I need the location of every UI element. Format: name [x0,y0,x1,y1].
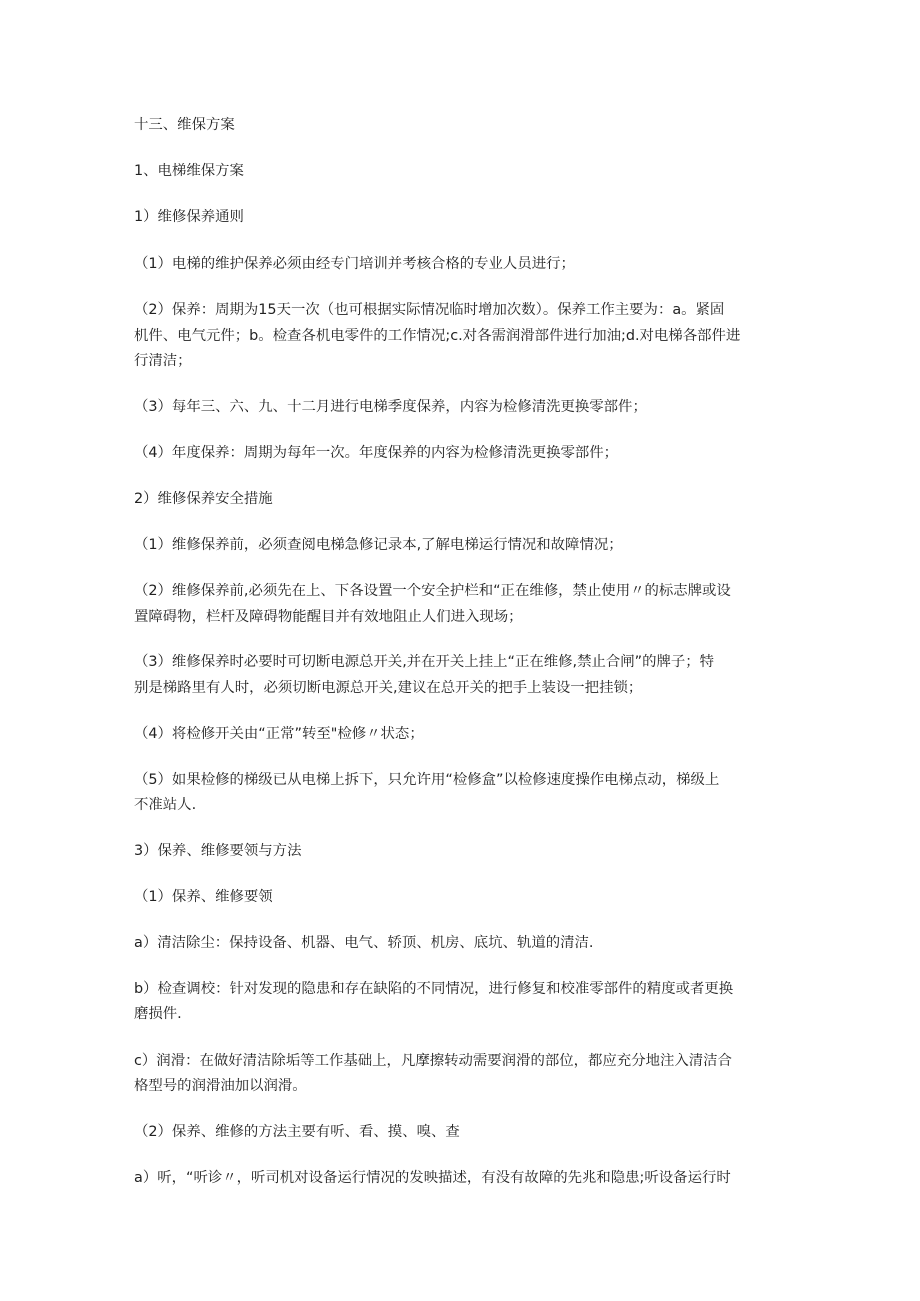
paragraph-line: 磨损件. [134,1006,182,1022]
section-heading: 十三、维保方案 [134,117,235,133]
paragraph-line: （2）保养：周期为15天一次（也可根据实际情况临时增加次数）。保养工作主要为：a。紧固 [134,302,725,318]
paragraph-line: 机件、电气元件；b。检查各机电零件的工作情况;c.对各需润滑部件进行加油;d.对电梯各部件进 [134,328,741,344]
paragraph-line: c）润滑：在做好清洁除垢等工作基础上，凡摩擦转动需要润滑的部位，都应充分地注入清洁合 [134,1053,732,1069]
subsubsection-heading: 1）维修保养通则 [134,209,244,225]
paragraph-line: （1）保养、维修要领 [134,889,273,905]
subsubsection-heading: 2）维修保养安全措施 [134,491,273,507]
paragraph-line: b）检查调校：针对发现的隐患和存在缺陷的不同情况，进行修复和校准零部件的精度或者更换 [134,981,734,997]
paragraph-line: a）听，“听诊〃，听司机对设备运行情况的发映描述，有没有故障的先兆和隐患;听设备运行时 [134,1170,731,1186]
paragraph-line: （5）如果检修的梯级已从电梯上拆下，只允许用“检修盒”以检修速度操作电梯点动，梯级上 [134,772,720,788]
paragraph-line: （1）维修保养前，必须查阅电梯急修记录本,了解电梯运行情况和故障情况； [134,537,623,553]
paragraph-line: 别是梯路里有人时，必须切断电源总开关,建议在总开关的把手上装设一把挂锁； [134,680,643,696]
paragraph-line: （4）年度保养：周期为每年一次。年度保养的内容为检修清洗更换零部件； [134,445,619,461]
paragraph-line: （3）每年三、六、九、十二月进行电梯季度保养，内容为检修清洗更换零部件； [134,399,647,415]
paragraph-line: 行清洁； [134,353,192,369]
subsubsection-heading: 3）保养、维修要领与方法 [134,843,302,859]
subsection-heading: 1、电梯维保方案 [134,163,244,179]
paragraph-line: 格型号的润滑油加以润滑。 [134,1078,307,1094]
paragraph-line: （2）保养、维修的方法主要有听、看、摸、嗅、查 [134,1124,460,1140]
paragraph-line: 置障碍物，栏杆及障碍物能醒目并有效地阻止人们进入现场； [134,609,523,625]
paragraph-line: 不准站人. [134,797,197,813]
paragraph-line: （3）维修保养时必要时可切断电源总开关,并在开关上挂上“正在维修,禁止合闸”的牌子；特 [134,654,715,670]
paragraph-line: （2）维修保养前,必须先在上、下各设置一个安全护栏和“正在维修，禁止使用〃的标志牌或设 [134,583,731,599]
paragraph-line: a）清洁除尘：保持设备、机器、电气、轿顶、机房、底坑、轨道的清洁. [134,935,594,951]
paragraph-line: （4）将检修开关由“正常”转至"检修〃状态； [134,726,424,742]
paragraph-line: （1）电梯的维护保养必须由经专门培训并考核合格的专业人员进行； [134,256,575,272]
